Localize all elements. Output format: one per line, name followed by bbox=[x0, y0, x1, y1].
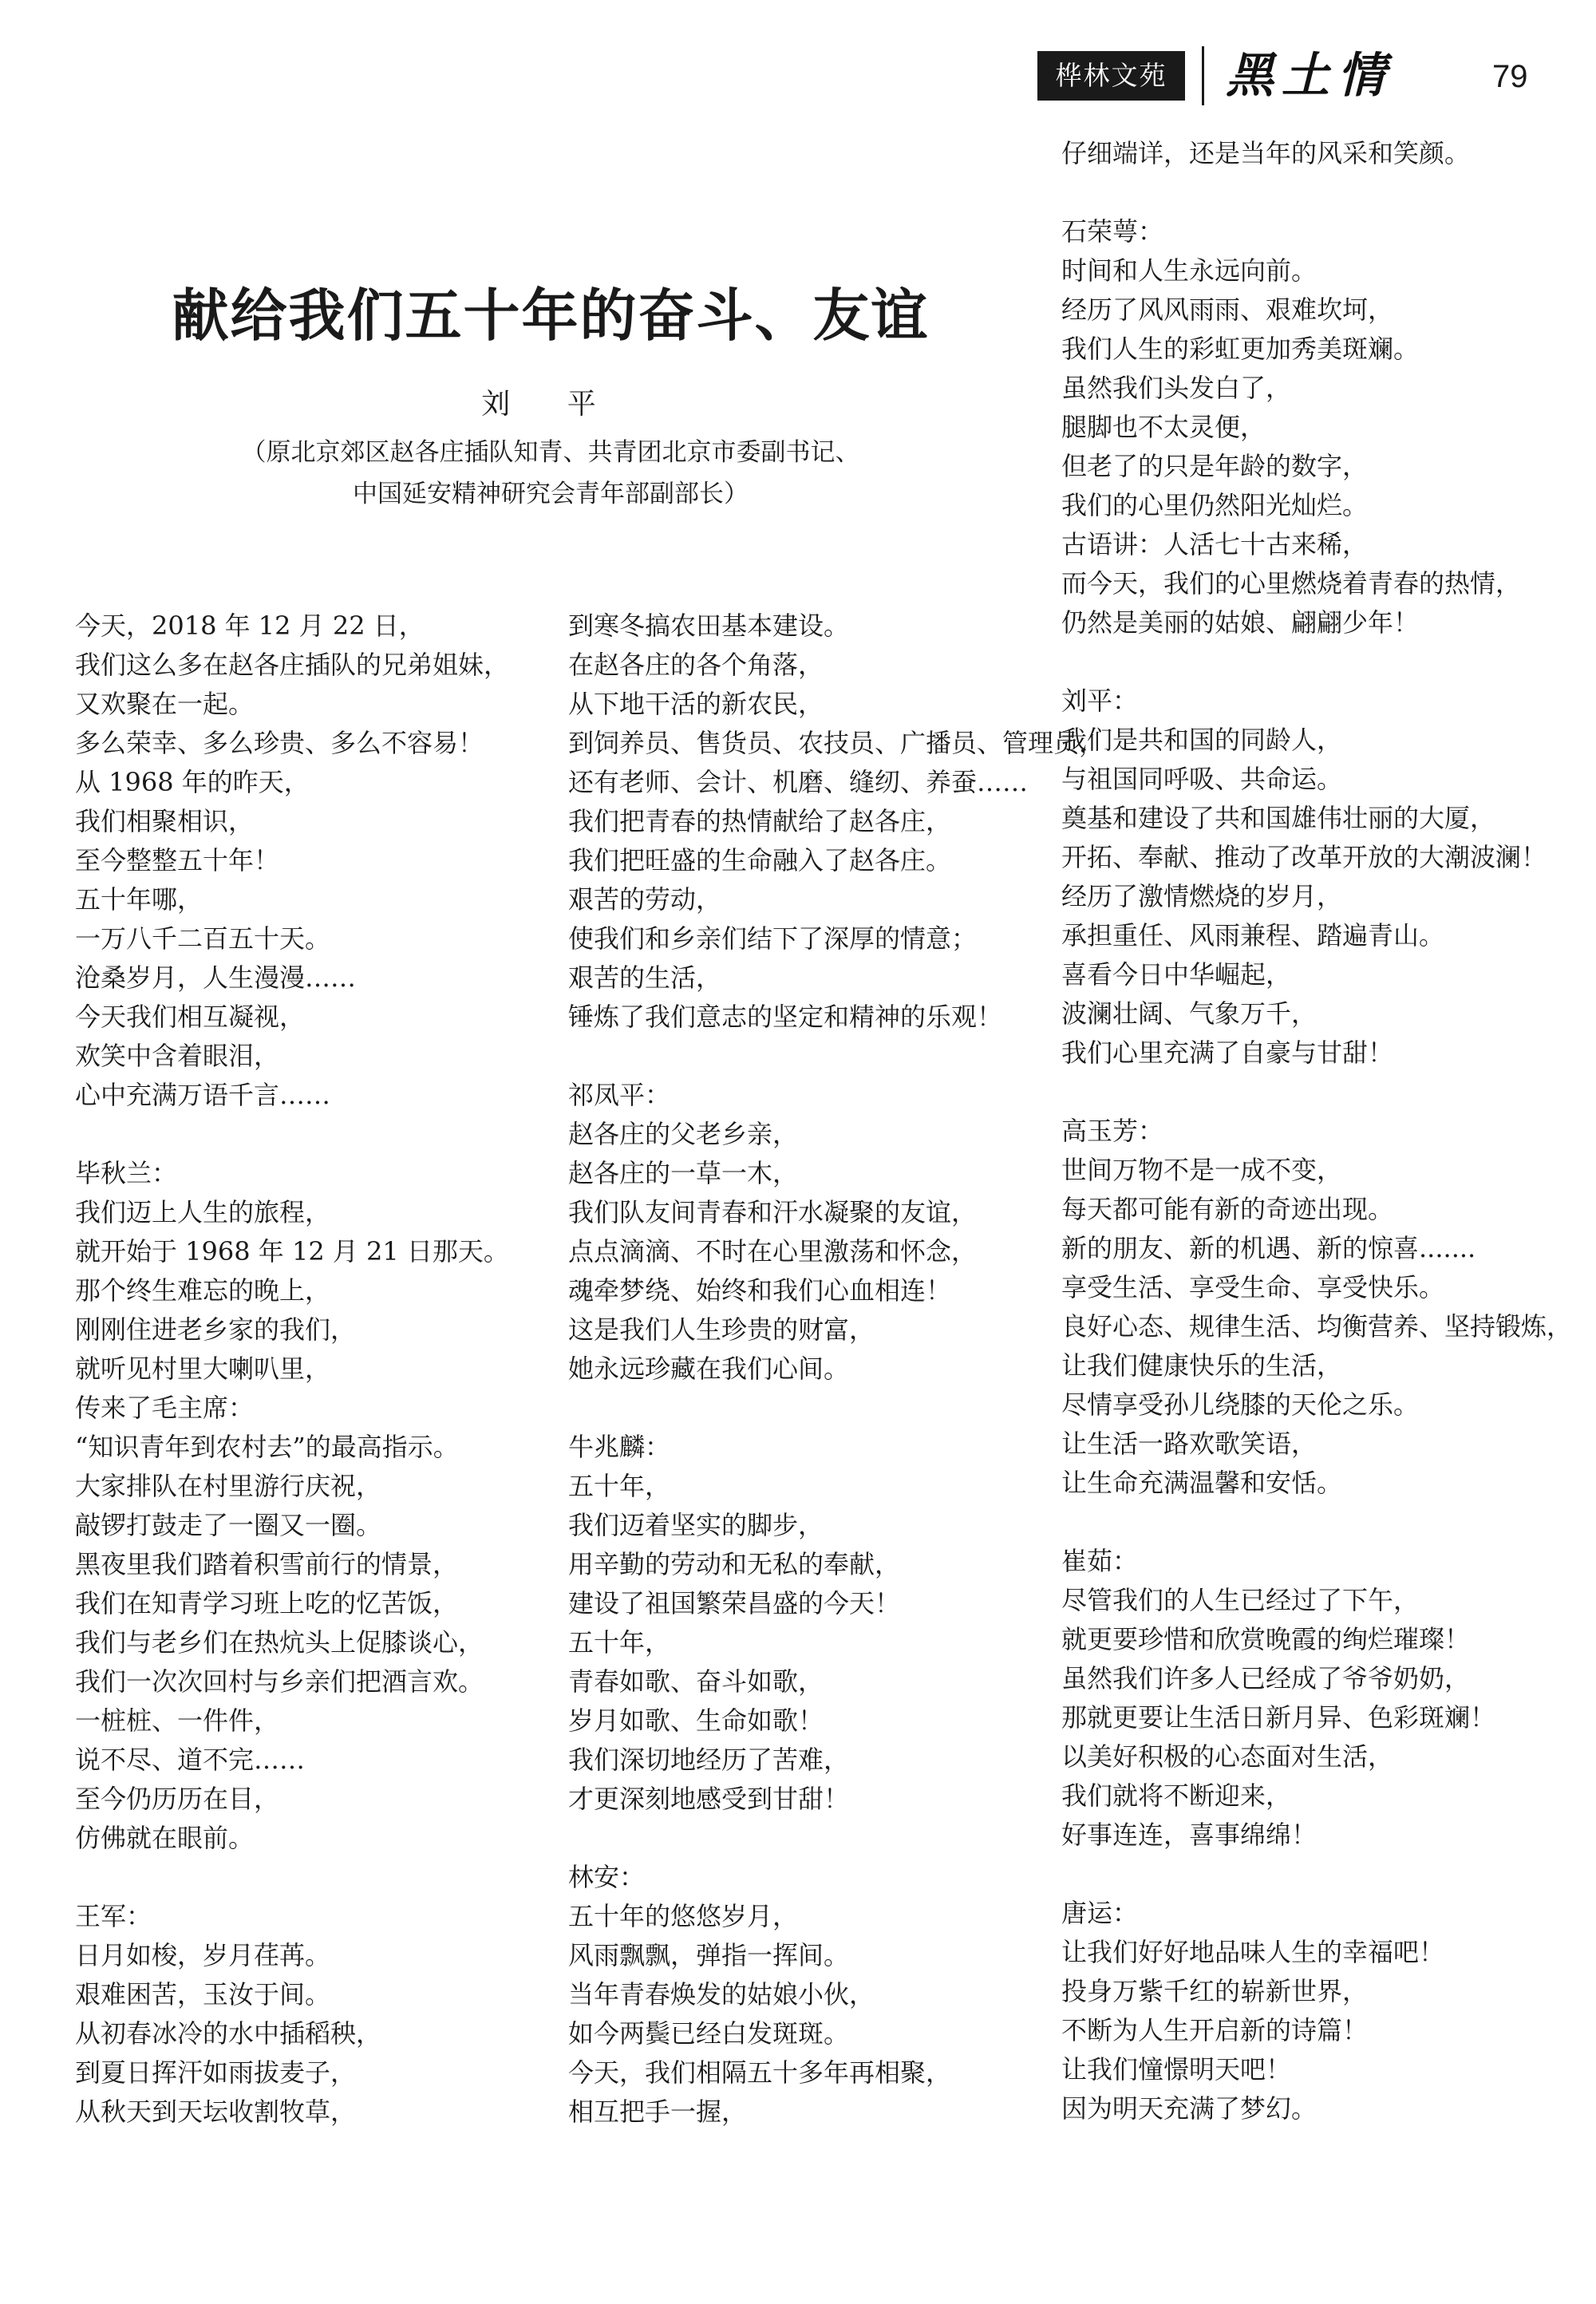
poem-line: 就开始于 1968 年 12 月 21 日那天。 bbox=[75, 1236, 509, 1267]
stanza-gap bbox=[75, 1115, 546, 1154]
stanza-gap bbox=[1061, 1503, 1580, 1542]
poem-line: 传来了毛主席： bbox=[75, 1393, 255, 1423]
poem-line: 那就更要让生活日新月异、色彩斑斓！ bbox=[1061, 1702, 1496, 1733]
poem-line: 古语讲：人活七十古来稀， bbox=[1061, 529, 1369, 559]
poem-line: 而今天，我们的心里燃烧着青春的热情， bbox=[1061, 568, 1522, 599]
poem-line: 才更深刻地感受到甘甜！ bbox=[568, 1784, 850, 1814]
poem-line: 经历了风风雨雨、艰难坎坷， bbox=[1061, 294, 1394, 325]
stanza-gap bbox=[568, 1037, 1047, 1076]
stanza-gap bbox=[1061, 173, 1580, 212]
poem-line: 仿佛就在眼前。 bbox=[75, 1823, 255, 1853]
poem-line: 用辛勤的劳动和无私的奉献， bbox=[568, 1549, 901, 1579]
poem-line: 欢笑中含着眼泪， bbox=[75, 1041, 280, 1071]
poem-line: 毕秋兰： bbox=[75, 1158, 178, 1188]
poem-line: 我们把青春的热情献给了赵各庄， bbox=[568, 806, 952, 836]
poem-line: 我们就将不断迎来， bbox=[1061, 1780, 1292, 1811]
poem-line: 一桩桩、一件件， bbox=[75, 1705, 280, 1736]
poem-line: 虽然我们许多人已经成了爷爷奶奶， bbox=[1061, 1663, 1471, 1693]
poem-line: 艰难困苦，玉汝于间。 bbox=[75, 1979, 331, 2010]
poem-line: 敲锣打鼓走了一圈又一圈。 bbox=[75, 1510, 382, 1540]
poem-line: 崔茹： bbox=[1061, 1546, 1139, 1576]
section-tag: 桦林文苑 bbox=[1037, 51, 1185, 101]
poem-line: 让生命充满温馨和安恬。 bbox=[1061, 1468, 1343, 1498]
poem-line: 今天我们相互凝视， bbox=[75, 1002, 306, 1032]
poem-line: 风雨飘飘，弹指一挥间。 bbox=[568, 1940, 850, 1970]
poem-line: 到寒冬搞农田基本建设。 bbox=[568, 611, 850, 641]
poem-line: 当年青春焕发的姑娘小伙， bbox=[568, 1979, 875, 2010]
poem-line: 我们迈着坚实的脚步， bbox=[568, 1510, 824, 1540]
article-title: 献给我们五十年的奋斗、友谊 bbox=[172, 282, 930, 349]
author-affiliation bbox=[64, 432, 1037, 515]
poem-line: 尽管我们的人生已经过了下午， bbox=[1061, 1585, 1420, 1615]
poem-line: 艰苦的生活， bbox=[568, 962, 722, 993]
poem-line: 相互把手一握， bbox=[568, 2097, 748, 2127]
poem-line: 大家排队在村里游行庆祝， bbox=[75, 1471, 382, 1501]
poem-line: 好事连连，喜事绵绵！ bbox=[1061, 1820, 1317, 1850]
poem-line: “知识青年到农村去”的最高指示。 bbox=[75, 1432, 459, 1462]
poem-line: 还有老师、会计、机磨、缝纫、养蚕…… bbox=[568, 767, 1029, 797]
poem-line: 我们的心里仍然阳光灿烂。 bbox=[1061, 490, 1369, 520]
poem-line: 以美好积极的心态面对生活， bbox=[1061, 1741, 1394, 1772]
poem-line: 五十年， bbox=[568, 1627, 671, 1658]
poem-line: 我们队友间青春和汗水凝聚的友谊， bbox=[568, 1197, 978, 1227]
poem-line: 让我们健康快乐的生活， bbox=[1061, 1350, 1343, 1381]
poem-line: 让生活一路欢歌笑语， bbox=[1061, 1429, 1317, 1459]
stanza-gap bbox=[1061, 1855, 1580, 1894]
poem-line: 经历了激情燃烧的岁月， bbox=[1061, 881, 1343, 911]
article-heading bbox=[64, 275, 1037, 515]
poem-line: 从初春冰冷的水中插稻秧， bbox=[75, 2018, 382, 2049]
poem-line: 赵各庄的父老乡亲， bbox=[568, 1119, 799, 1149]
stanza-gap bbox=[568, 1389, 1047, 1428]
poem-line: 多么荣幸、多么珍贵、多么不容易！ bbox=[75, 728, 484, 758]
poem-line: 在赵各庄的各个角落， bbox=[568, 650, 824, 680]
poem-line: 每天都可能有新的奇迹出现。 bbox=[1061, 1194, 1394, 1224]
affiliation-line: （原北京郊区赵各庄插队知青、共青团北京市委副书记、 bbox=[241, 438, 860, 467]
poem-line: 我们深切地经历了苦难， bbox=[568, 1745, 850, 1775]
poem-line: 到夏日挥汗如雨拔麦子， bbox=[75, 2057, 357, 2088]
poem-line: 一万八千二百五十天。 bbox=[75, 923, 331, 954]
poem-line: 开拓、奉献、推动了改革开放的大潮波澜！ bbox=[1061, 842, 1547, 872]
poem-line: 我们这么多在赵各庄插队的兄弟姐妹， bbox=[75, 650, 510, 680]
poem-line: 就更要珍惜和欣赏晚霞的绚烂璀璨！ bbox=[1061, 1624, 1471, 1654]
page-header bbox=[1037, 45, 1548, 109]
poem-line: 承担重任、风雨兼程、踏遍青山。 bbox=[1061, 920, 1445, 950]
poem-line: 良好心态、规律生活、均衡营养、坚持锻炼， bbox=[1061, 1311, 1573, 1342]
poem-line: 五十年哪， bbox=[75, 884, 203, 915]
poem-line: 艰苦的劳动， bbox=[568, 884, 722, 915]
poem-line: 赵各庄的一草一木， bbox=[568, 1158, 799, 1188]
poem-line: 林安： bbox=[568, 1862, 646, 1892]
poem-line: 我们与老乡们在热炕头上促膝谈心， bbox=[75, 1627, 484, 1658]
poem-line: 到饲养员、售货员、农技员、广播员、管理员， bbox=[568, 728, 1105, 758]
poem-line: 心中充满万语千言…… bbox=[75, 1080, 331, 1110]
poem-line: 王军： bbox=[75, 1901, 152, 1931]
poem-line: 我们在知青学习班上吃的忆苦饭， bbox=[75, 1588, 459, 1618]
poem-line: 至今整整五十年！ bbox=[75, 845, 280, 875]
poem-line: 祁凤平： bbox=[568, 1080, 671, 1110]
poem-line: 青春如歌、奋斗如歌， bbox=[568, 1666, 824, 1697]
poem-line: 虽然我们头发白了， bbox=[1061, 373, 1292, 403]
poem-line: 刚刚住进老乡家的我们， bbox=[75, 1314, 357, 1345]
poem-line: 高玉芳： bbox=[1061, 1116, 1164, 1146]
poem-line: 那个终生难忘的晚上， bbox=[75, 1275, 331, 1306]
stanza-gap bbox=[1061, 642, 1580, 682]
poem-line: 锤炼了我们意志的坚定和精神的乐观！ bbox=[568, 1002, 1003, 1032]
poem-line: 牛兆麟： bbox=[568, 1432, 671, 1462]
poem-line: 但老了的只是年龄的数字， bbox=[1061, 451, 1369, 481]
poem-line: 说不尽、道不完…… bbox=[75, 1745, 306, 1775]
magazine-name: 黑土情 bbox=[1226, 48, 1393, 104]
poem-line: 沧桑岁月，人生漫漫…… bbox=[75, 962, 357, 993]
poem-line: 与祖国同呼吸、共命运。 bbox=[1061, 764, 1343, 794]
poem-line: 仔细端详，还是当年的风采和笑颜。 bbox=[1061, 138, 1471, 168]
poem-line: 石荣萼： bbox=[1061, 216, 1164, 247]
poem-line: 五十年的悠悠岁月， bbox=[568, 1901, 799, 1931]
poem-line: 波澜壮阔、气象万千， bbox=[1061, 998, 1317, 1029]
poem-line: 岁月如歌、生命如歌！ bbox=[568, 1705, 824, 1736]
poem-line: 我们把旺盛的生命融入了赵各庄。 bbox=[568, 845, 952, 875]
stanza-gap bbox=[568, 1819, 1047, 1858]
poem-line: 建设了祖国繁荣昌盛的今天！ bbox=[568, 1588, 901, 1618]
poem-line: 我们相聚相识， bbox=[75, 806, 255, 836]
poem-line: 如今两鬓已经白发斑斑。 bbox=[568, 2018, 850, 2049]
poem-line: 我们迈上人生的旅程， bbox=[75, 1197, 331, 1227]
text-column-1 bbox=[75, 607, 546, 2132]
poem-line: 刘平： bbox=[1061, 686, 1139, 716]
poem-line: 让我们好好地品味人生的幸福吧！ bbox=[1061, 1937, 1445, 1967]
poem-line: 投身万紫千红的崭新世界， bbox=[1061, 1976, 1369, 2006]
poem-line: 喜看今日中华崛起， bbox=[1061, 959, 1292, 990]
poem-line: 唐运： bbox=[1061, 1898, 1139, 1928]
page-number: 79 bbox=[1492, 59, 1528, 94]
poem-line: 从 1968 年的昨天， bbox=[75, 767, 310, 797]
poem-line: 又欢聚在一起。 bbox=[75, 689, 255, 719]
poem-line: 今天，2018 年 12 月 22 日， bbox=[75, 611, 425, 641]
poem-line: 我们一次次回村与乡亲们把酒言欢。 bbox=[75, 1666, 484, 1697]
poem-line: 这是我们人生珍贵的财富， bbox=[568, 1314, 875, 1345]
poem-line: 从下地干活的新农民， bbox=[568, 689, 824, 719]
poem-line: 至今仍历历在目， bbox=[75, 1784, 280, 1814]
poem-line: 黑夜里我们踏着积雪前行的情景， bbox=[75, 1549, 459, 1579]
poem-line: 使我们和乡亲们结下了深厚的情意； bbox=[568, 923, 978, 954]
affiliation-line: 中国延安精神研究会青年部副部长） bbox=[353, 480, 749, 508]
poem-line: 尽情享受孙儿绕膝的天伦之乐。 bbox=[1061, 1389, 1420, 1420]
poem-line: 我们是共和国的同龄人， bbox=[1061, 725, 1343, 755]
poem-line: 五十年， bbox=[568, 1471, 671, 1501]
poem-line: 从秋天到天坛收割牧草， bbox=[75, 2097, 357, 2127]
poem-line: 日月如梭，岁月荏苒。 bbox=[75, 1940, 331, 1970]
poem-line: 我们人生的彩虹更加秀美斑斓。 bbox=[1061, 334, 1420, 364]
poem-line: 就听见村里大喇叭里， bbox=[75, 1354, 331, 1384]
stanza-gap bbox=[75, 1858, 546, 1897]
poem-line: 奠基和建设了共和国雄伟壮丽的大厦， bbox=[1061, 803, 1496, 833]
text-column-3 bbox=[1061, 134, 1580, 2128]
poem-line: 腿脚也不太灵便， bbox=[1061, 412, 1266, 442]
poem-line: 今天，我们相隔五十多年再相聚， bbox=[568, 2057, 952, 2088]
poem-line: 享受生活、享受生命、享受快乐。 bbox=[1061, 1272, 1445, 1302]
header-divider bbox=[1202, 46, 1204, 105]
poem-line: 新的朋友、新的机遇、新的惊喜....... bbox=[1061, 1233, 1476, 1263]
poem-line: 点点滴滴、不时在心里激荡和怀念， bbox=[568, 1236, 978, 1267]
poem-line: 我们心里充满了自豪与甘甜！ bbox=[1061, 1037, 1394, 1068]
poem-line: 时间和人生永远向前。 bbox=[1061, 255, 1317, 286]
poem-line: 魂牵梦绕、始终和我们心血相连！ bbox=[568, 1275, 952, 1306]
poem-line: 她永远珍藏在我们心间。 bbox=[568, 1354, 850, 1384]
poem-line: 仍然是美丽的姑娘、翩翩少年！ bbox=[1061, 607, 1420, 638]
article-author: 刘 平 bbox=[481, 388, 620, 421]
poem-line: 因为明天充满了梦幻。 bbox=[1061, 2093, 1317, 2124]
poem-line: 不断为人生开启新的诗篇！ bbox=[1061, 2015, 1369, 2045]
poem-line: 世间万物不是一成不变， bbox=[1061, 1155, 1343, 1185]
poem-line: 让我们憧憬明天吧！ bbox=[1061, 2054, 1292, 2085]
stanza-gap bbox=[1061, 1073, 1580, 1112]
